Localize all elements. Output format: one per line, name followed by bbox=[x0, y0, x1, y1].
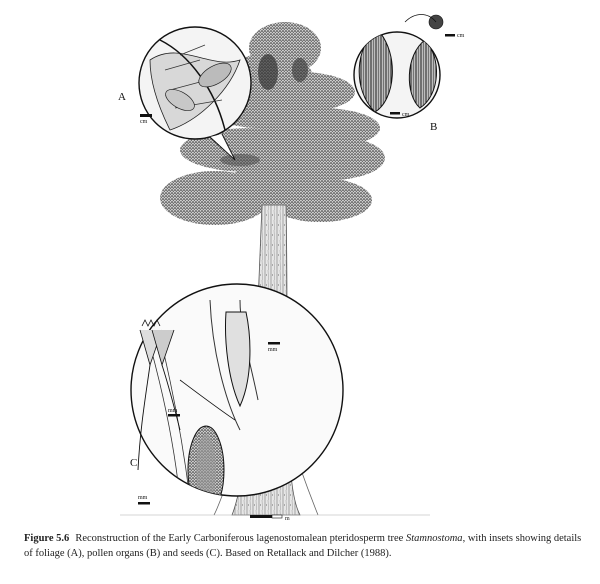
inset-b-top-scale-label: cm bbox=[457, 33, 465, 39]
inset-c-seeds bbox=[130, 284, 343, 514]
inset-a-scale-label: cm bbox=[140, 119, 148, 125]
caption-text-after: , with insets showing details of foliage (A), pollen organs (B) and seeds (C). Based on Retallack and Dilcher (1988). bbox=[24, 533, 582, 559]
tree-scale-bar bbox=[250, 515, 290, 520]
inset-b-label: B bbox=[430, 121, 438, 133]
figure-number: Figure 5.6 bbox=[24, 533, 70, 544]
inset-c-mid-scale-label: mm bbox=[168, 408, 178, 414]
inset-c-bottom-scale-label: mm bbox=[138, 495, 148, 501]
inset-b-bottom-scale-label: cm bbox=[402, 112, 410, 118]
caption-text-before: Reconstruction of the Early Carboniferous lagenostomalean pteridosperm tree bbox=[75, 533, 406, 544]
figure-caption bbox=[24, 531, 584, 561]
caption-taxon: Stamnostoma bbox=[405, 533, 463, 544]
inset-a-label: A bbox=[118, 91, 126, 103]
inset-c-label: C bbox=[130, 457, 138, 469]
tree-scale-label: m bbox=[285, 516, 290, 520]
inset-b-pollen-organs bbox=[354, 15, 465, 134]
inset-c-right-scale-label: mm bbox=[268, 347, 278, 353]
